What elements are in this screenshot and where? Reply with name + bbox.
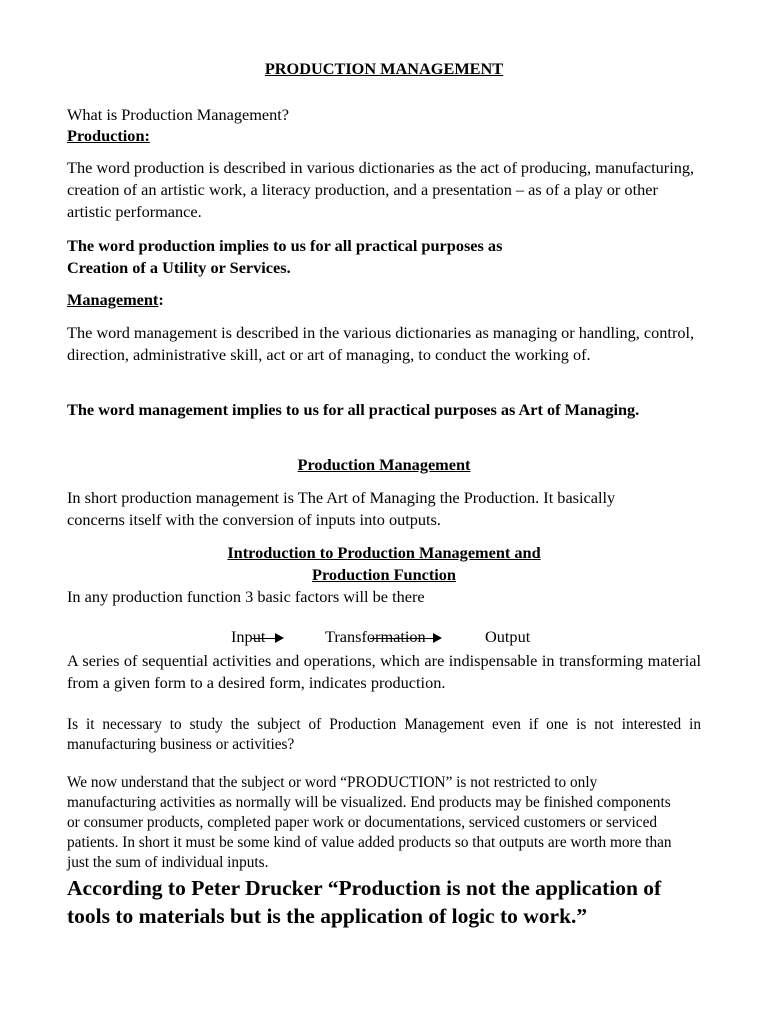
production-heading: Production: bbox=[67, 126, 150, 145]
flow-input: Input bbox=[231, 627, 266, 646]
management-definition: The word management is described in the various dictionaries as managing or handling, control, direction, administrative skill, act or art of managing, to conduct the working of. bbox=[67, 323, 695, 364]
intro-question: What is Production Management? bbox=[67, 105, 289, 124]
production-implies-line-2: Creation of a Utility or Services. bbox=[67, 258, 291, 277]
pm-definition: In short production management is The Art of Managing the Production. It basically concerns itself with the conversion of inputs into outputs. bbox=[67, 488, 616, 529]
flow-transformation: Transformation bbox=[325, 627, 426, 646]
management-implies: The word management implies to us for all practical purposes as Art of Managing. bbox=[67, 400, 640, 419]
factors-line: In any production function 3 basic factors will be there bbox=[67, 587, 425, 606]
understanding-paragraph: We now understand that the subject or word “PRODUCTION” is not restricted to only manufacturing activities as normally will be visualized. End products may be finished components or consumer products, completed paper work or documentations, serviced customers or serviced patients. In short it must be some kind of value added products so that outputs are worth more than just the sum of individual inputs. bbox=[67, 774, 672, 871]
intro-heading-line-2: Production Function bbox=[312, 565, 456, 584]
series-paragraph: A series of sequential activities and operations, which are indispensable in transforming material from a given form to a desired form, indicates production. bbox=[67, 651, 701, 692]
flow-output: Output bbox=[485, 627, 531, 646]
pm-heading: Production Management bbox=[297, 455, 471, 474]
management-heading: Management bbox=[67, 290, 159, 309]
production-flow bbox=[0, 627, 768, 649]
intro-heading-line-1: Introduction to Production Management and bbox=[227, 543, 541, 562]
arrow-right-icon bbox=[370, 638, 440, 639]
management-colon: : bbox=[158, 290, 164, 309]
arrow-right-icon bbox=[252, 638, 282, 639]
production-implies-line-1: The word production implies to us for all practical purposes as bbox=[67, 236, 503, 255]
necessity-question: Is it necessary to study the subject of Production Management even if one is not interested in manufacturing business or activities? bbox=[67, 716, 701, 753]
production-definition: The word production is described in various dictionaries as the act of producing, manufacturing, creation of an artistic work, a literacy production, and a presentation – as of a play or other artistic performance. bbox=[67, 158, 695, 221]
management-heading-line bbox=[67, 289, 701, 311]
page-title: PRODUCTION MANAGEMENT bbox=[264, 59, 504, 78]
drucker-quote: According to Peter Drucker “Production is not the application of tools to materials but is the application of logic to work.” bbox=[67, 876, 662, 928]
